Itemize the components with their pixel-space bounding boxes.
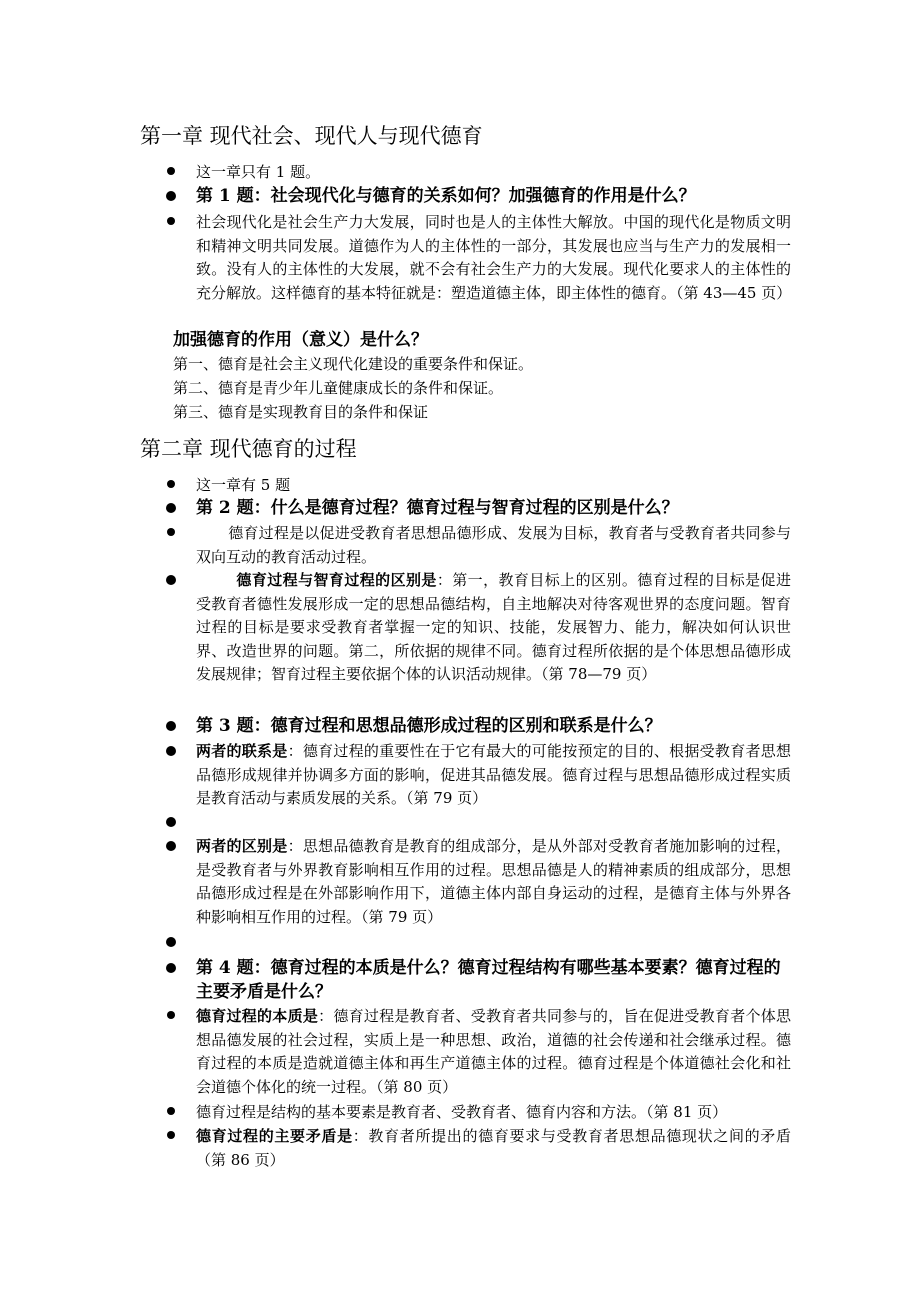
chapter-1-title: 第一章 现代社会、现代人与现代德育 (140, 124, 483, 148)
bullet-icon (166, 841, 176, 851)
bullet-icon (166, 503, 176, 513)
bullet-icon (166, 575, 176, 585)
bullet-icon (167, 1011, 175, 1019)
answer-4a-label: 德育过程的本质是 (196, 1007, 319, 1025)
answer-2a (196, 522, 791, 569)
chapter-2-note: 这一章有 5 题 (196, 476, 291, 494)
bullet-icon (167, 1131, 175, 1139)
answer-3b-label: 两者的区别是 (196, 837, 288, 855)
answer-4a-text: ：德育过程是教育者、受教育者共同参与的，旨在促进受教育者个体思想品德发展的社会过程，实质上是一种思想、政治，道德的社会传递和社会继承过程。德育过程的本质是造就道德主体和再生产道德主体的过程。德育过程是个体道德社会化和社会道德个体化的统一过程。（第 80 页） (196, 1007, 791, 1096)
answer-2b (196, 569, 791, 687)
question-3: 第 3 题：德育过程和思想品德形成过程的区别和联系是什么？ (196, 716, 662, 736)
question-4: 第 4 题：德育过程的本质是什么？德育过程结构有哪些基本要素？德育过程的主要矛盾是什么？ (196, 958, 781, 1002)
answer-4c-text: ：教育者所提出的德育要求与受教育者思想品德现状之间的矛盾（第 86 页） (196, 1127, 791, 1169)
bullet-icon (166, 937, 176, 947)
answer-1: 社会现代化是社会生产力大发展，同时也是人的主体性大解放。中国的现代化是物质文明和精神文明共同发展。道德作为人的主体性的一部分，其发展也应当与生产力的发展相一致。没有人的主体性的大发展，就不会有社会生产力的大发展。现代化要求人的主体性的充分解放。这样德育的基本特征就是：塑造道德主体，即主体性的德育。（第 43—45 页） (196, 213, 792, 302)
bullet-icon (167, 1107, 175, 1115)
answer-2a-text: 德育过程是以促进受教育者思想品德形成、发展为目标，教育者与受教育者共同参与双向互动的教育活动过程。 (196, 524, 791, 566)
answer-2b-label: 德育过程与智育过程的区别是 (236, 571, 437, 589)
point-1: 第一、德育是社会主义现代化建设的重要条件和保证。 (173, 355, 534, 373)
answer-3b-text: ：思想品德教育是教育的组成部分，是从外部对受教育者施加影响的过程，是受教育者与外界教育影响相互作用的过程。思想品德是人的精神素质的组成部分，思想品德形成过程是在外部影响作用下，道德主体内部自身运动的过程，是德育主体与外界各种影响相互作用的过程。（第 79 页） (196, 837, 791, 926)
answer-4a (196, 1005, 791, 1099)
bullet-icon (166, 746, 176, 756)
chapter-2-title: 第二章 现代德育的过程 (140, 437, 357, 461)
bullet-icon (167, 217, 175, 225)
bullet-icon (167, 528, 175, 536)
answer-4c-label: 德育过程的主要矛盾是 (196, 1127, 353, 1145)
question-2: 第 2 题：什么是德育过程？德育过程与智育过程的区别是什么？ (196, 498, 679, 518)
bullet-icon (166, 191, 176, 201)
subheading-moral-education-role: 加强德育的作用（意义）是什么？ (173, 330, 428, 350)
chapter-1-note: 这一章只有 1 题。 (196, 163, 321, 181)
bullet-icon (167, 480, 175, 488)
answer-3a (196, 740, 791, 811)
answer-4b: 德育过程是结构的基本要素是教育者、受教育者、德育内容和方法。（第 81 页） (196, 1103, 728, 1121)
answer-4c (196, 1125, 791, 1172)
answer-3a-text: ：德育过程的重要性在于它有最大的可能按预定的目的、根据受教育者思想品德形成规律并协调多方面的影响，促进其品德发展。德育过程与思想品德形成过程实质是教育活动与素质发展的关系。（第 79 页） (196, 742, 791, 807)
bullet-icon (166, 721, 176, 731)
bullet-icon (167, 167, 175, 175)
question-1: 第 1 题：社会现代化与德育的关系如何？加强德育的作用是什么？ (196, 186, 696, 206)
answer-2b-text: ：第一，教育目标上的区别。德育过程的目标是促进受教育者德性发展形成一定的思想品德结构，自主地解决对待客观世界的态度问题。智育过程的目标是要求受教育者掌握一定的知识、技能，发展智力、能力，解决如何认识世界、改造世界的问题。第二，所依据的规律不同。德育过程所依据的是个体思想品德形成发展规律；智育过程主要依据个体的认识活动规律。（第 78—79 页） (196, 571, 791, 683)
point-2: 第二、德育是青少年儿童健康成长的条件和保证。 (173, 379, 504, 397)
bullet-icon (166, 817, 176, 827)
point-3: 第三、德育是实现教育目的条件和保证 (173, 403, 429, 421)
answer-3b (196, 835, 791, 929)
bullet-icon (166, 963, 176, 973)
answer-3a-label: 两者的联系是 (196, 742, 288, 760)
